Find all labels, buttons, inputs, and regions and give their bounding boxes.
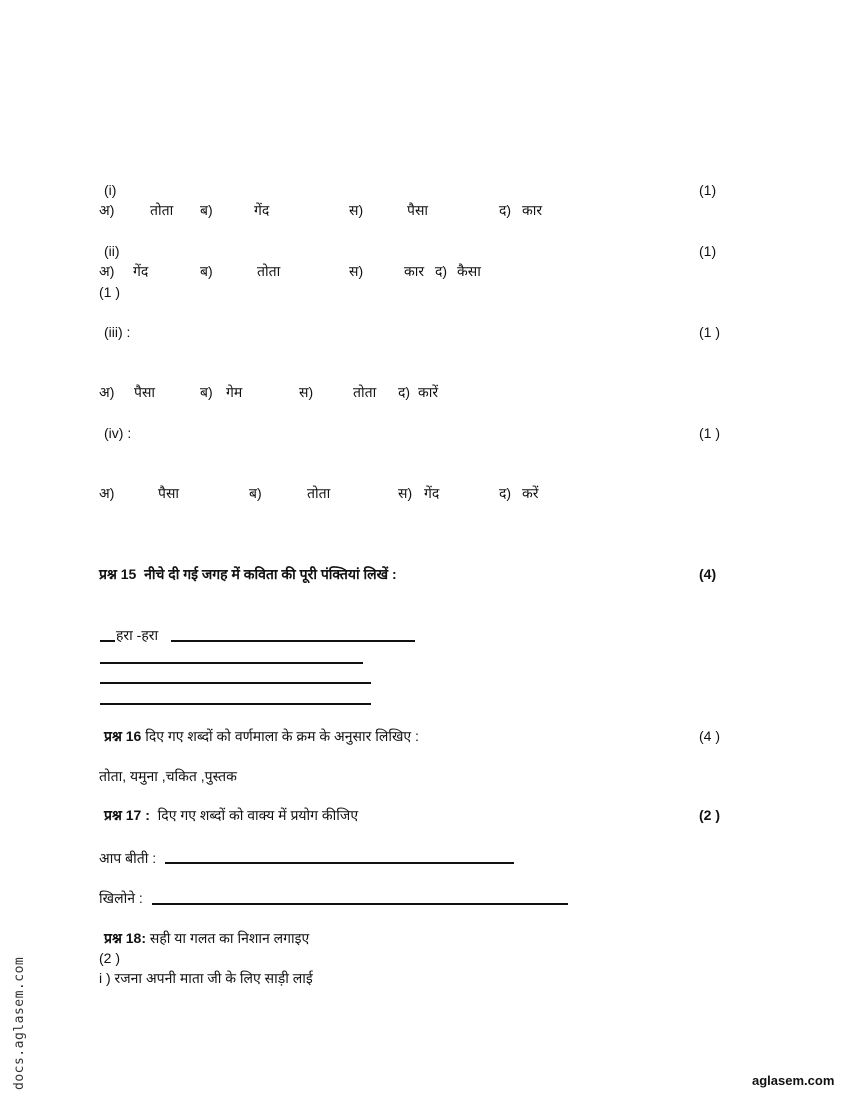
option-a-label: अ) xyxy=(99,263,115,279)
q17-word-2: खिलोने : xyxy=(99,890,143,906)
q14-item-3-number: (iii) : xyxy=(104,324,131,340)
option-b-label: ब) xyxy=(200,202,213,218)
option-b-word: गेंद xyxy=(254,202,270,218)
q16-label: प्रश्न 16 xyxy=(104,728,142,744)
option-c-word: कार xyxy=(404,263,425,279)
q14-item-2-number: (ii) xyxy=(104,243,120,259)
brand-logo-text[interactable]: aglasem.com xyxy=(752,1073,835,1088)
q14-item-4-number: (iv) : xyxy=(104,425,132,441)
option-c-label: स) xyxy=(299,384,314,400)
option-a-word: पैसा xyxy=(134,384,156,400)
q16-heading xyxy=(104,727,419,745)
option-b-word: गेम xyxy=(226,384,243,400)
q16-marks: (4 ) xyxy=(699,728,720,744)
answer-line-2[interactable] xyxy=(100,662,363,664)
option-d-label: द) xyxy=(435,263,448,279)
q15-label: प्रश्न 15 xyxy=(99,566,137,582)
q17-marks: (2 ) xyxy=(699,807,720,823)
q16-text: दिए गए शब्दों को वर्णमाला के क्रम के अनुसार लिखिए : xyxy=(145,728,419,744)
option-b-label: ब) xyxy=(200,384,213,400)
option-a-label: अ) xyxy=(99,202,115,218)
option-a-label: अ) xyxy=(99,384,115,400)
option-a-word: पैसा xyxy=(158,485,180,501)
q17-answer-line-1[interactable] xyxy=(165,862,514,864)
option-b-word: तोता xyxy=(257,263,281,279)
q17-word-1: आप बीती : xyxy=(99,850,157,866)
q18-marks: (2 ) xyxy=(99,950,120,966)
option-a-label: अ) xyxy=(99,485,115,501)
q17-label: प्रश्न 17 : xyxy=(104,807,150,823)
q18-heading xyxy=(104,929,309,947)
option-c-label: स) xyxy=(398,485,413,501)
answer-line-3[interactable] xyxy=(100,682,371,684)
q18-text: सही या गलत का निशान लगाइए xyxy=(149,930,310,946)
q17-heading xyxy=(104,806,358,824)
option-c-label: स) xyxy=(349,202,364,218)
option-d-word: कार xyxy=(522,202,543,218)
option-b-label: ब) xyxy=(249,485,262,501)
q16-words: तोता, यमुना ,चकित ,पुस्तक xyxy=(99,768,237,784)
q15-heading xyxy=(99,565,397,583)
q14-item-1-number: (i) xyxy=(104,182,117,198)
q14-item-2-extra-marks: (1 ) xyxy=(99,284,120,300)
option-a-word: तोता xyxy=(150,202,174,218)
answer-line-1[interactable] xyxy=(171,640,415,642)
q15-text: नीचे दी गई जगह में कविता की पूरी पंक्तियां लिखें : xyxy=(144,566,397,582)
option-d-word: कारें xyxy=(418,384,439,400)
q14-item-3-marks: (1 ) xyxy=(699,324,720,340)
q14-item-1-marks: (1) xyxy=(699,182,717,198)
q17-text: दिए गए शब्दों को वाक्य में प्रयोग कीजिए xyxy=(157,807,359,823)
option-c-word: तोता xyxy=(353,384,377,400)
answer-line-4[interactable] xyxy=(100,703,371,705)
q15-marks: (4) xyxy=(699,566,717,582)
option-d-label: द) xyxy=(499,202,512,218)
option-b-word: तोता xyxy=(307,485,331,501)
q18-item-1: i ) रजना अपनी माता जी के लिए साड़ी लाई xyxy=(99,970,313,986)
q18-label: प्रश्न 18: xyxy=(104,930,146,946)
option-d-label: द) xyxy=(398,384,411,400)
q14-item-4-marks: (1 ) xyxy=(699,425,720,441)
q14-item-2-marks: (1) xyxy=(699,243,717,259)
option-c-label: स) xyxy=(349,263,364,279)
watermark-text: docs.aglasem.com xyxy=(12,956,27,1090)
option-b-label: ब) xyxy=(200,263,213,279)
option-d-label: द) xyxy=(499,485,512,501)
option-c-word: गेंद xyxy=(424,485,440,501)
option-d-word: कैसा xyxy=(457,263,481,279)
option-c-word: पैसा xyxy=(407,202,429,218)
answer-line-start[interactable] xyxy=(100,640,115,642)
q17-answer-line-2[interactable] xyxy=(152,903,568,905)
option-d-word: करें xyxy=(522,485,539,501)
option-a-word: गेंद xyxy=(133,263,149,279)
poem-start-text: हरा -हरा xyxy=(116,627,159,643)
